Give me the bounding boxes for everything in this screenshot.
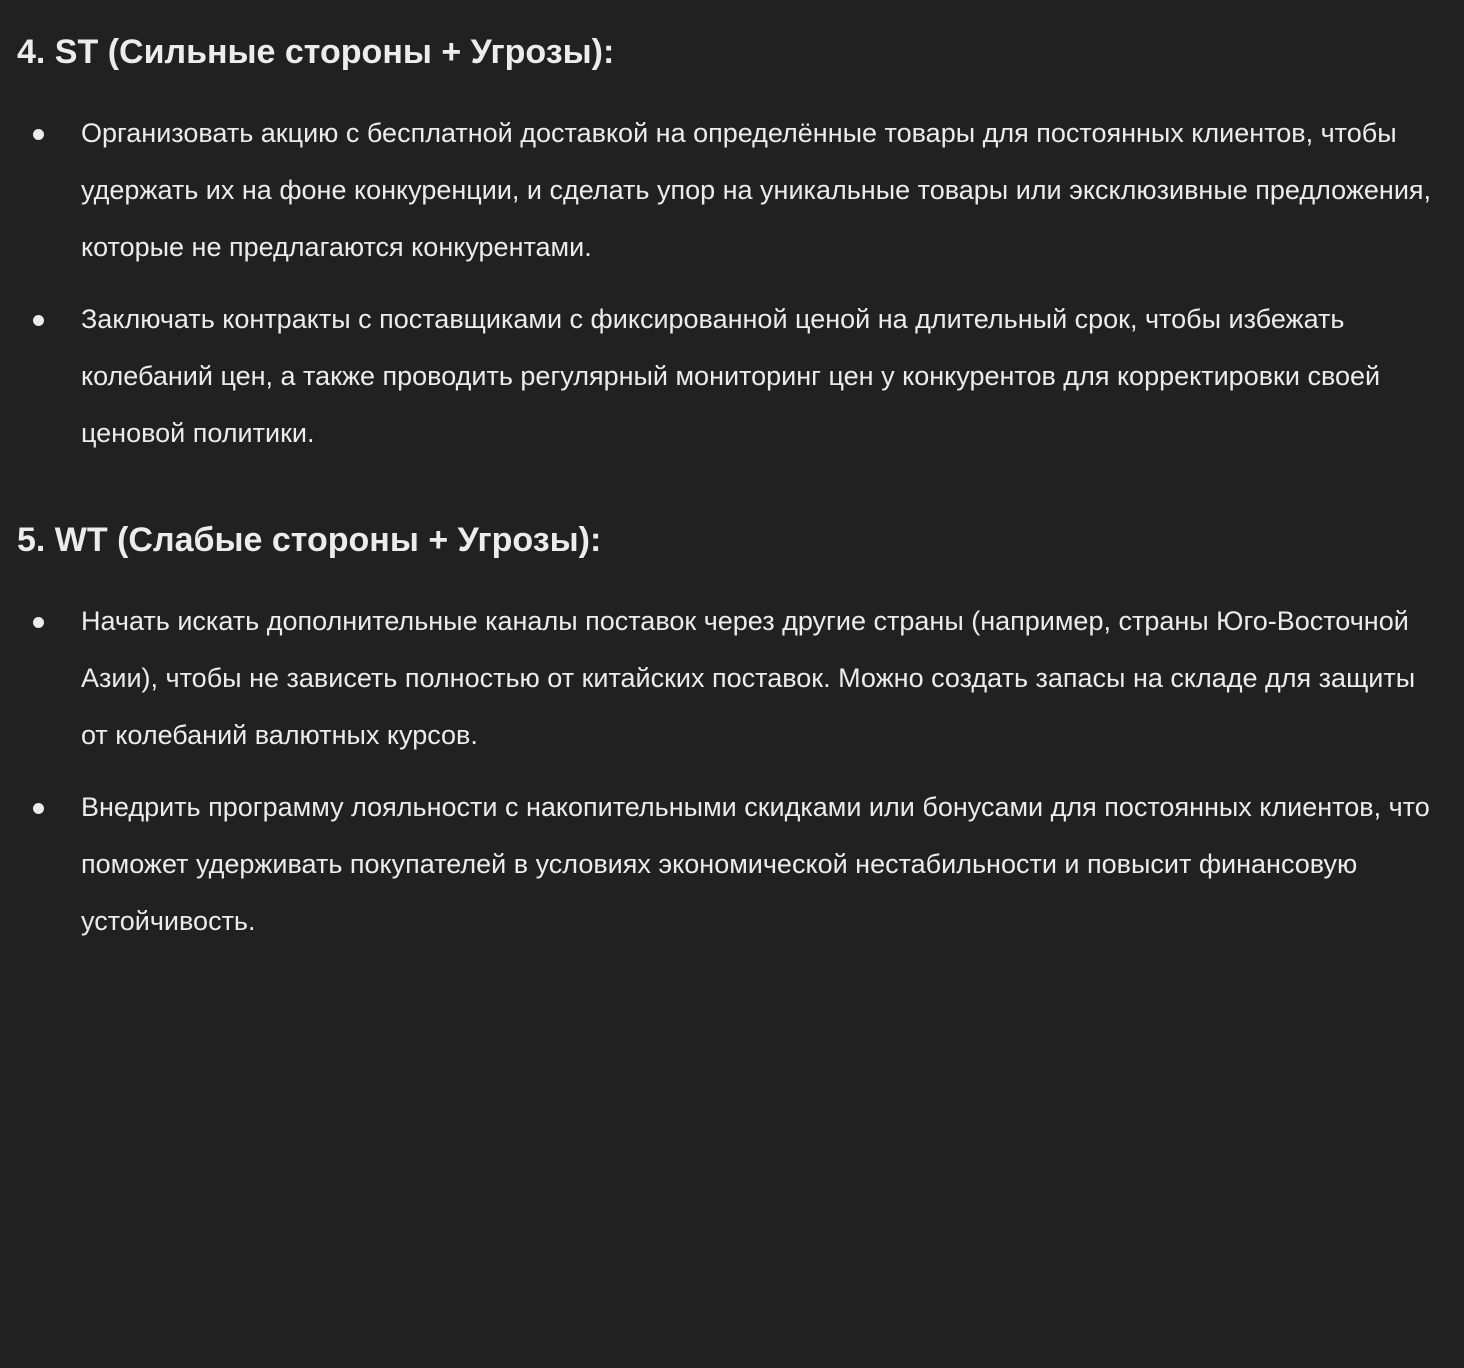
- bullet-list: [17, 105, 1448, 462]
- bullet-icon: [33, 129, 44, 140]
- section-wt: [17, 514, 1448, 950]
- bullet-list: [17, 593, 1448, 950]
- list-item-text: Заключать контракты с поставщиками с фиксированной ценой на длительный срок, чтобы избежать колебаний цен, а также проводить регулярный мониторинг цен у конкурентов для корректировки своей ценовой политики.: [81, 304, 1381, 448]
- section-st: [17, 26, 1448, 462]
- list-item: [17, 779, 1448, 950]
- list-item-text: Внедрить программу лояльности с накопительными скидками или бонусами для постоянных клиентов, что поможет удерживать покупателей в условиях экономической нестабильности и повысит финансовую устойчивость.: [81, 792, 1430, 936]
- bullet-icon: [33, 315, 44, 326]
- list-item: [17, 593, 1448, 764]
- bullet-icon: [33, 803, 44, 814]
- list-item-text: Начать искать дополнительные каналы поставок через другие страны (например, страны Юго-Восточной Азии), чтобы не зависеть полностью от китайских поставок. Можно создать запасы на складе для защиты от колебаний валютных курсов.: [81, 606, 1416, 750]
- list-item-text: Организовать акцию с бесплатной доставкой на определённые товары для постоянных клиентов, чтобы удержать их на фоне конкуренции, и сделать упор на уникальные товары или эксклюзивные предложения, которые не предлагаются конкурентами.: [81, 118, 1432, 262]
- section-heading: 4. ST (Сильные стороны + Угрозы):: [17, 33, 615, 71]
- list-item: [17, 105, 1448, 276]
- section-heading: 5. WT (Слабые стороны + Угрозы):: [17, 521, 602, 559]
- bullet-icon: [33, 617, 44, 628]
- list-item: [17, 291, 1448, 462]
